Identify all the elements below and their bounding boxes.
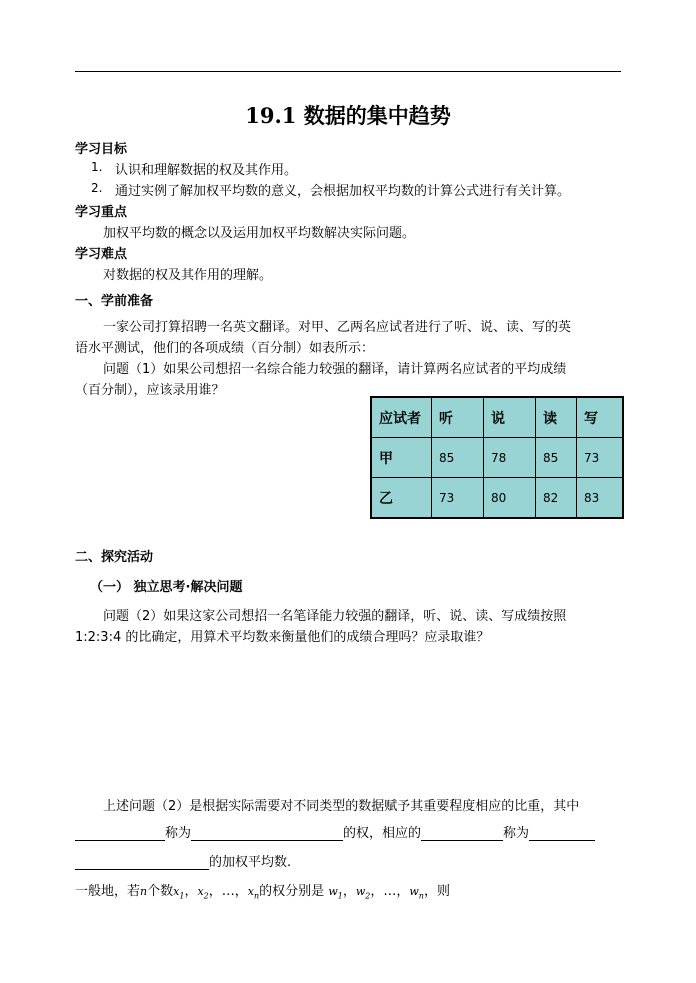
key-point-text: 加权平均数的概念以及运用加权平均数解决实际问题。 (103, 226, 416, 241)
table-header-row (371, 397, 623, 438)
var-w1: w (328, 885, 338, 898)
fill-text: 称为 (165, 826, 192, 841)
objective-2-number: 2. (91, 181, 103, 195)
general-formula-line (75, 880, 450, 901)
score-cell: 85 (536, 438, 577, 478)
subscript: n (418, 891, 424, 901)
header-reading: 读 (536, 397, 577, 438)
subscript: 1 (179, 891, 185, 901)
section2-heading: 二、探究活动 (75, 550, 154, 565)
key-point-heading: 学习重点 (75, 205, 128, 220)
header-listening: 听 (432, 397, 484, 438)
header-writing: 写 (577, 397, 624, 438)
answer-blank[interactable] (75, 855, 209, 870)
subscript: 1 (337, 891, 343, 901)
question1-line1: 问题（1）如果公司想招一名综合能力较强的翻译，请计算两名应试者的平均成绩 (103, 362, 567, 377)
answer-blank[interactable] (191, 826, 343, 841)
objective-1-text: 认识和理解数据的权及其作用。 (115, 163, 298, 178)
formula-text: ，…， (208, 884, 248, 899)
score-cell: 80 (484, 478, 536, 519)
score-cell: 73 (577, 438, 624, 478)
var-x1: x (173, 885, 180, 898)
answer-blank[interactable] (529, 826, 595, 841)
section1-heading: 一、学前准备 (75, 294, 154, 309)
table-row (371, 478, 623, 519)
objective-1-number: 1. (91, 160, 103, 174)
formula-text: 的权分别是 (259, 884, 325, 899)
score-cell: 85 (432, 438, 484, 478)
score-cell: 78 (484, 438, 536, 478)
question2-line1: 问题（2）如果这家公司想招一名笔译能力较强的翻译，听、说、读、写成绩按照 (103, 609, 567, 624)
var-wn: w (409, 885, 419, 898)
fill-blank-line1 (75, 822, 595, 841)
section1-paragraph-line2: 语水平测试，他们的各项成绩（百分制）如表所示： (75, 341, 375, 356)
formula-text: ， (342, 884, 356, 899)
var-x2: x (197, 885, 204, 898)
subscript: n (254, 891, 260, 901)
answer-blank[interactable] (421, 826, 503, 841)
score-cell: 73 (432, 478, 484, 519)
applicant-yi: 乙 (371, 478, 432, 519)
question1-line2: （百分制），应该录用谁？ (75, 383, 225, 398)
header-speaking: 说 (484, 397, 536, 438)
section2-subheading: （一） 独立思考·解决问题 (90, 580, 243, 595)
difficulty-text: 对数据的权及其作用的理解。 (103, 268, 273, 283)
answer-blank[interactable] (75, 826, 165, 841)
var-n: n (140, 885, 148, 898)
formula-text: ，…， (370, 884, 410, 899)
page-title: 19.1 数据的集中趋势 (245, 103, 451, 128)
question2-line2: 1:2:3:4 的比确定，用算术平均数来衡量他们的成绩合理吗？应录取谁？ (75, 630, 490, 645)
var-xn: x (247, 885, 254, 898)
fill-blank-line2 (75, 851, 291, 870)
fill-text: 称为 (503, 826, 530, 841)
var-w2: w (355, 885, 366, 898)
summary-line1: 上述问题（2）是根据实际需要对不同类型的数据赋予其重要程度相应的比重，其中 (103, 799, 580, 814)
subscript: 2 (365, 891, 371, 901)
formula-text: 个数 (147, 884, 174, 899)
difficulty-heading: 学习难点 (75, 247, 128, 262)
score-cell: 82 (536, 478, 577, 519)
score-table (370, 396, 624, 519)
objectives-heading: 学习目标 (75, 142, 128, 157)
formula-text: ，则 (423, 884, 450, 899)
objective-2-text: 通过实例了解加权平均数的意义，会根据加权平均数的计算公式进行有关计算。 (115, 184, 571, 199)
table-row (371, 438, 623, 478)
header-applicant: 应试者 (371, 397, 432, 438)
fill-text: 的加权平均数. (209, 855, 292, 870)
formula-text: 一般地，若 (75, 884, 141, 899)
fill-text: 的权，相应的 (343, 826, 422, 841)
applicant-jia: 甲 (371, 438, 432, 478)
top-rule (75, 71, 621, 72)
score-cell: 83 (577, 478, 624, 519)
section1-paragraph-line1: 一家公司打算招聘一名英文翻译。对甲、乙两名应试者进行了听、说、读、写的英 (103, 320, 572, 335)
subscript: 2 (203, 891, 209, 901)
formula-text: ， (184, 884, 198, 899)
